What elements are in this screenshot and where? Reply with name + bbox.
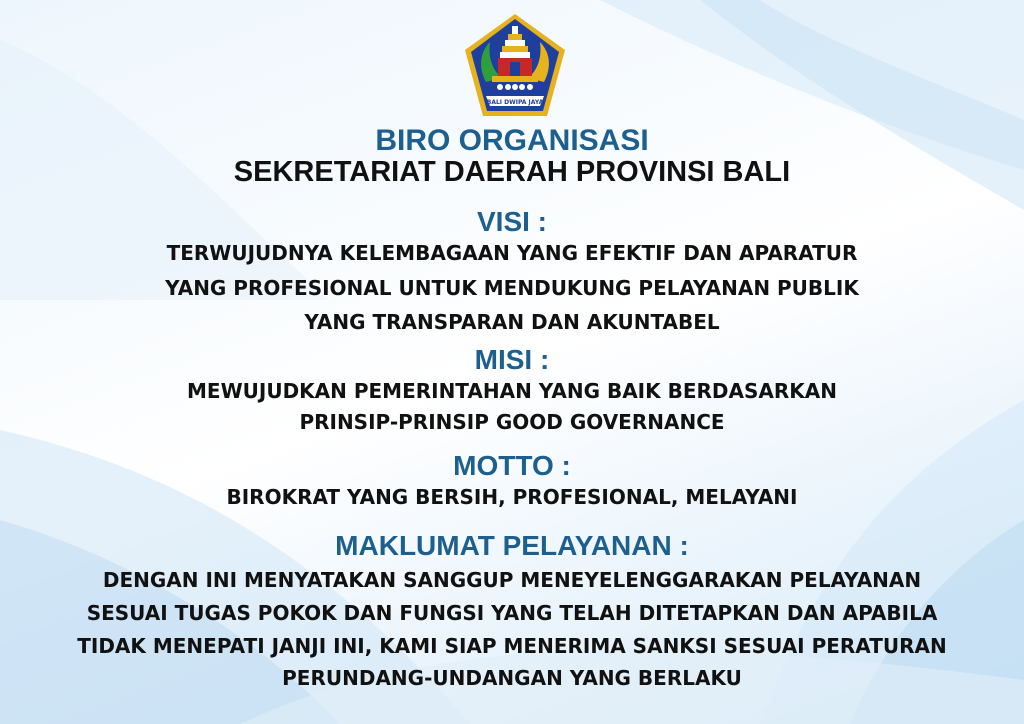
maklumat-heading: MAKLUMAT PELAYANAN : bbox=[335, 530, 689, 561]
misi-line: PRINSIP-PRINSIP GOOD GOVERNANCE bbox=[299, 410, 725, 434]
motto-line: BIROKRAT YANG BERSIH, PROFESIONAL, MELAYANI bbox=[226, 485, 798, 509]
misi-heading: MISI : bbox=[474, 344, 550, 375]
maklumat-line: DENGAN INI MENYATAKAN SANGGUP MENEYELENGGARAKAN PELAYANAN bbox=[102, 568, 922, 592]
visi-line: YANG TRANSPARAN DAN AKUNTABEL bbox=[304, 310, 720, 334]
visi-line: YANG PROFESIONAL UNTUK MENDUKUNG PELAYANAN PUBLIK bbox=[165, 276, 859, 300]
maklumat-line: SESUAI TUGAS POKOK DAN FUNGSI YANG TELAH DITETAPKAN DAN APABILA bbox=[86, 601, 938, 625]
motto-heading: MOTTO : bbox=[453, 450, 571, 481]
visi-line: TERWUJUDNYA KELEMBAGAAN YANG EFEKTIF DAN APARATUR bbox=[166, 241, 858, 265]
maklumat-line: PERUNDANG-UNDANGAN YANG BERLAKU bbox=[282, 666, 742, 690]
org-subtitle: SEKRETARIAT DAERAH PROVINSI BALI bbox=[233, 156, 791, 188]
org-title: BIRO ORGANISASI bbox=[375, 124, 649, 157]
bali-province-emblem-icon bbox=[462, 12, 568, 120]
visi-heading: VISI : bbox=[476, 206, 547, 237]
misi-line: MEWUJUDKAN PEMERINTAHAN YANG BAIK BERDASARKAN bbox=[187, 379, 837, 403]
emblem-motto-text: BALI DWIPA JAYA bbox=[486, 99, 544, 106]
maklumat-line: TIDAK MENEPATI JANJI INI, KAMI SIAP MENERIMA SANKSI SESUAI PERATURAN bbox=[77, 634, 947, 658]
